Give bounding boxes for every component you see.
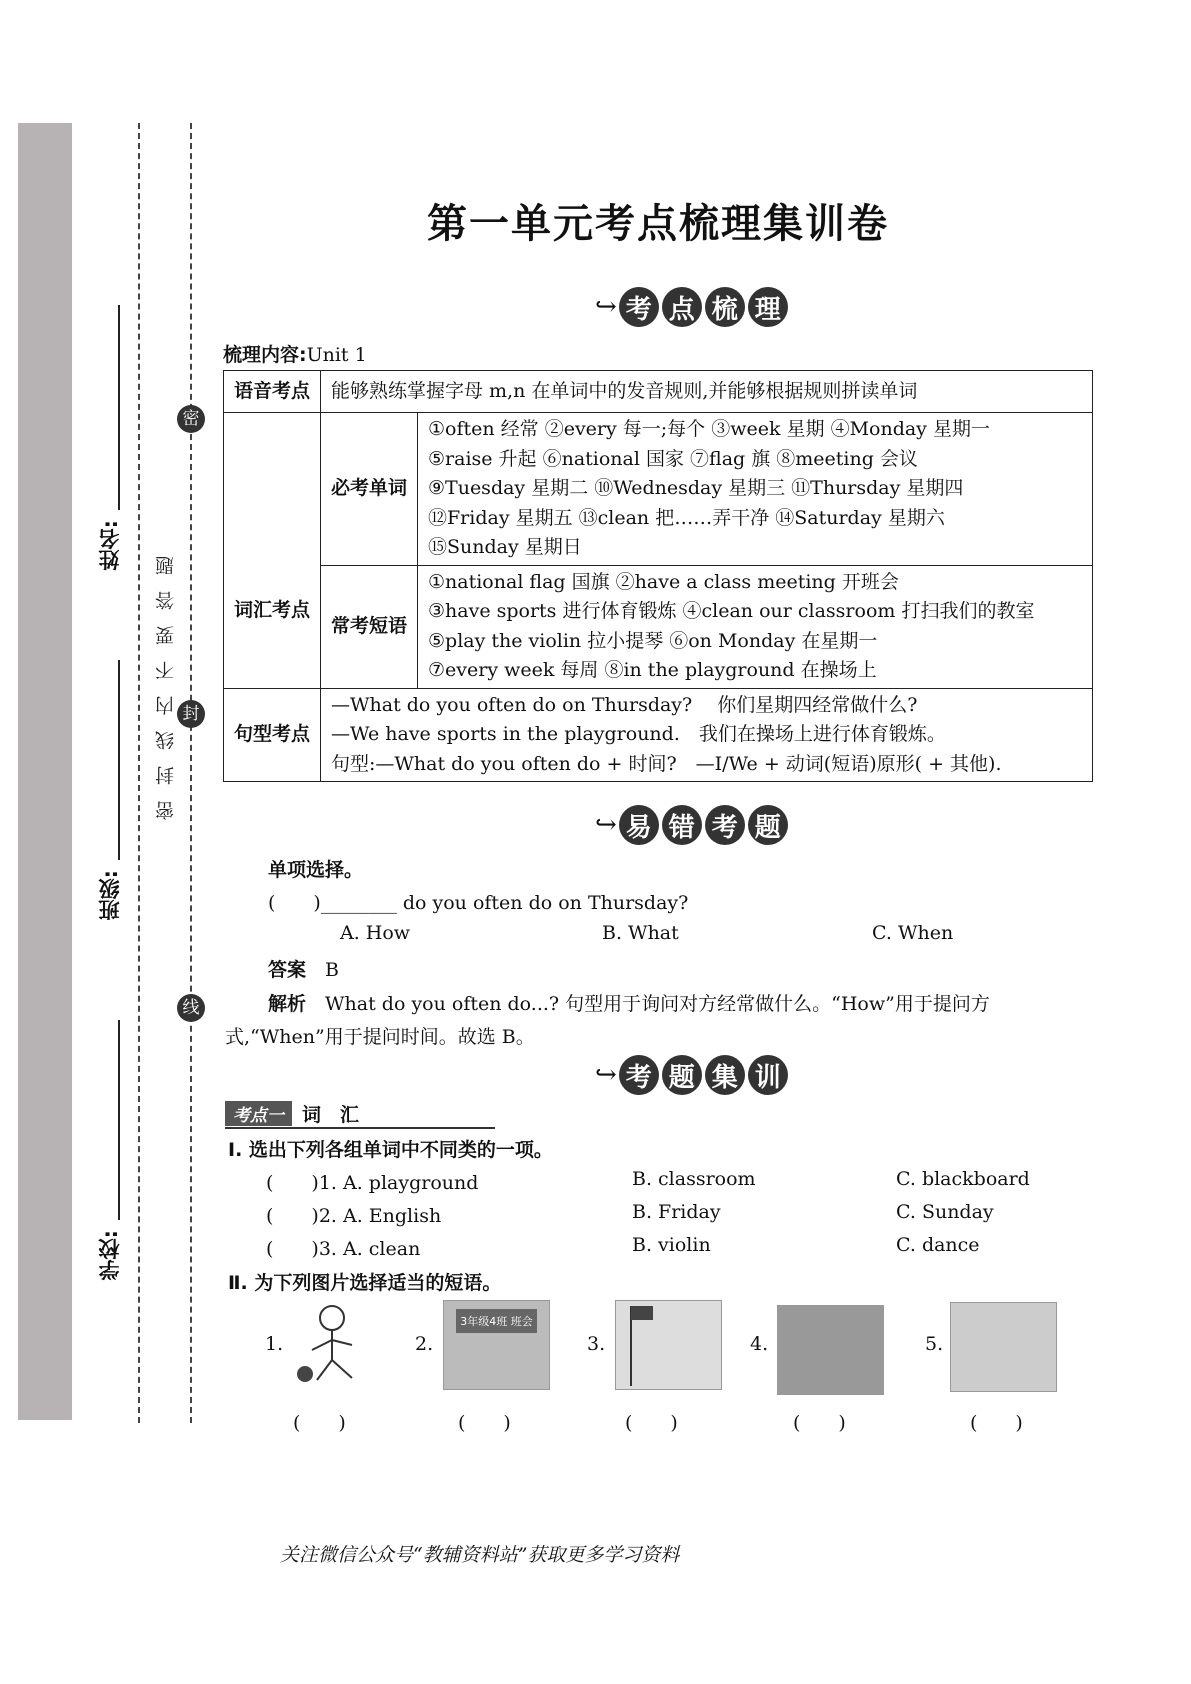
footer-note: 关注微信公众号“教辅资料站”获取更多学习资料 bbox=[280, 1544, 680, 1566]
arrow-icon: ↪ bbox=[595, 292, 617, 322]
pic-number: 5. bbox=[925, 1333, 944, 1355]
seal-xian: 线 bbox=[177, 994, 205, 1022]
part1-heading: Ⅰ. 选出下列各组单词中不同类的一项。 bbox=[228, 1139, 553, 1161]
scope-label: 梳理内容: bbox=[223, 344, 307, 366]
analysis-label: 解析 bbox=[268, 993, 307, 1015]
heading-char: 考 bbox=[619, 1055, 659, 1095]
seal-feng: 封 bbox=[177, 700, 205, 728]
answer-blank[interactable]: ( ) bbox=[293, 1412, 346, 1434]
mistake-question: ( )________ do you often do on Thursday? bbox=[268, 892, 689, 914]
phonetics-content: 能够熟练掌握字母 m,n 在单词中的发音规则,并能够根据规则拼读单词 bbox=[321, 371, 1093, 413]
heading-char: 题 bbox=[748, 805, 788, 845]
list-item: ①national flag 国旗 ②have a class meeting 开班会 bbox=[428, 570, 899, 593]
picture-class-meeting bbox=[443, 1300, 550, 1390]
school-field[interactable] bbox=[118, 1020, 120, 1220]
answer bbox=[268, 955, 339, 982]
list-item: ①often 经常 ②every 每一;每个 ③week 星期 ④Monday 星期一 bbox=[428, 418, 990, 440]
answer-blank[interactable]: ( ) bbox=[458, 1412, 511, 1434]
answer-blank[interactable]: ( ) bbox=[970, 1412, 1023, 1434]
q1-c: C. blackboard bbox=[896, 1168, 1030, 1190]
pic-number: 3. bbox=[587, 1333, 606, 1355]
seal-note: 密封线内不要答题 bbox=[155, 540, 177, 820]
heading-char: 理 bbox=[748, 287, 788, 327]
q2-b: B. Friday bbox=[632, 1201, 721, 1223]
heading-char: 集 bbox=[705, 1055, 745, 1095]
list-item: ⑮Sunday 星期日 bbox=[428, 536, 582, 558]
answer-blank[interactable]: ( ) bbox=[793, 1412, 846, 1434]
point-tag: 考点一 bbox=[225, 1101, 292, 1126]
q2-c: C. Sunday bbox=[896, 1201, 994, 1223]
list-item: ⑫Friday 星期五 ⑬clean 把……弄干净 ⑭Saturday 星期六 bbox=[428, 506, 945, 529]
heading-char: 题 bbox=[662, 1055, 702, 1095]
list-item: ⑦every week 每周 ⑧in the playground 在操场上 bbox=[428, 659, 877, 681]
point-heading bbox=[225, 1100, 495, 1129]
name-label: 姓名: bbox=[98, 520, 122, 571]
option-b: B. What bbox=[602, 922, 679, 944]
pic-number: 4. bbox=[750, 1333, 769, 1355]
cut-line bbox=[138, 123, 140, 1423]
q3-b: B. violin bbox=[632, 1234, 711, 1256]
summary-scope bbox=[223, 340, 367, 367]
picture-boy-football bbox=[287, 1300, 392, 1388]
list-item: ⑤raise 升起 ⑥national 国家 ⑦flag 旗 ⑧meeting 会议 bbox=[428, 447, 918, 470]
pic-number: 1. bbox=[265, 1333, 284, 1355]
heading-char: 考 bbox=[619, 287, 659, 327]
part2-heading: Ⅱ. 为下列图片选择适当的短语。 bbox=[228, 1272, 502, 1294]
row-header: 词汇考点 bbox=[224, 413, 321, 689]
mistake-heading: 单项选择。 bbox=[268, 859, 364, 881]
q3: ( )3. A. clean bbox=[266, 1238, 421, 1260]
scope-unit: Unit 1 bbox=[306, 344, 367, 366]
option-a: A. How bbox=[340, 922, 411, 944]
row-header: 常考短语 bbox=[321, 565, 418, 688]
phrase-list bbox=[418, 565, 1093, 688]
class-label: 班级: bbox=[98, 870, 122, 921]
list-item: ⑨Tuesday 星期二 ⑩Wednesday 星期三 ⑪Thursday 星期四 bbox=[428, 477, 964, 499]
picture-playground-sports bbox=[777, 1305, 884, 1395]
q1: ( )1. A. playground bbox=[266, 1172, 479, 1194]
pic-caption: 3年级4班 班会 bbox=[456, 1309, 537, 1333]
word-list bbox=[418, 413, 1093, 566]
seal-mi: 密 bbox=[177, 405, 205, 433]
analysis bbox=[225, 988, 1095, 1054]
section-summary-heading bbox=[595, 282, 791, 332]
list-item: 句型:—What do you often do + 时间? —I/We + 动词(短语)原形( + 其他). bbox=[331, 752, 1002, 775]
name-field[interactable] bbox=[118, 305, 120, 510]
heading-char: 错 bbox=[662, 805, 702, 845]
school-label: 学校: bbox=[98, 1230, 122, 1281]
point-name: 词 汇 bbox=[302, 1104, 360, 1126]
q2: ( )2. A. English bbox=[266, 1205, 442, 1227]
binding-strip bbox=[18, 123, 72, 1420]
arrow-icon: ↪ bbox=[595, 810, 617, 840]
answer-blank[interactable]: ( ) bbox=[625, 1412, 678, 1434]
analysis-text: What do you often do...? 句型用于询问对方经常做什么。“How”用于提问方式,“When”用于提问时间。故选 B。 bbox=[225, 993, 990, 1048]
row-header: 必考单词 bbox=[321, 413, 418, 566]
list-item: —We have sports in the playground. 我们在操场上进行体育锻炼。 bbox=[331, 723, 946, 745]
seal-line bbox=[190, 123, 192, 1423]
answer-label: 答案 bbox=[268, 959, 307, 981]
sentence-list bbox=[321, 688, 1093, 782]
option-c: C. When bbox=[872, 922, 954, 944]
arrow-icon: ↪ bbox=[595, 1060, 617, 1090]
class-field[interactable] bbox=[118, 660, 120, 860]
heading-char: 训 bbox=[748, 1055, 788, 1095]
section-mistake-heading bbox=[595, 800, 791, 850]
answer-value: B bbox=[325, 959, 339, 981]
row-header: 句型考点 bbox=[224, 688, 321, 782]
page-title: 第一单元考点梳理集训卷 bbox=[427, 201, 889, 247]
heading-char: 点 bbox=[662, 287, 702, 327]
q1-b: B. classroom bbox=[632, 1168, 756, 1190]
list-item: —What do you often do on Thursday? 你们星期四经常做什么? bbox=[331, 693, 918, 716]
heading-char: 梳 bbox=[705, 287, 745, 327]
list-item: ③have sports 进行体育锻炼 ④clean our classroom 打扫我们的教室 bbox=[428, 600, 1035, 622]
heading-char: 易 bbox=[619, 805, 659, 845]
q3-c: C. dance bbox=[896, 1234, 980, 1256]
row-header: 语音考点 bbox=[224, 371, 321, 413]
pic-number: 2. bbox=[415, 1333, 434, 1355]
summary-table bbox=[223, 370, 1093, 782]
heading-char: 考 bbox=[705, 805, 745, 845]
picture-flag-raising bbox=[615, 1300, 722, 1390]
section-practice-heading bbox=[595, 1050, 791, 1100]
list-item: ⑤play the violin 拉小提琴 ⑥on Monday 在星期一 bbox=[428, 629, 878, 652]
picture-cleaning-classroom bbox=[950, 1302, 1057, 1392]
